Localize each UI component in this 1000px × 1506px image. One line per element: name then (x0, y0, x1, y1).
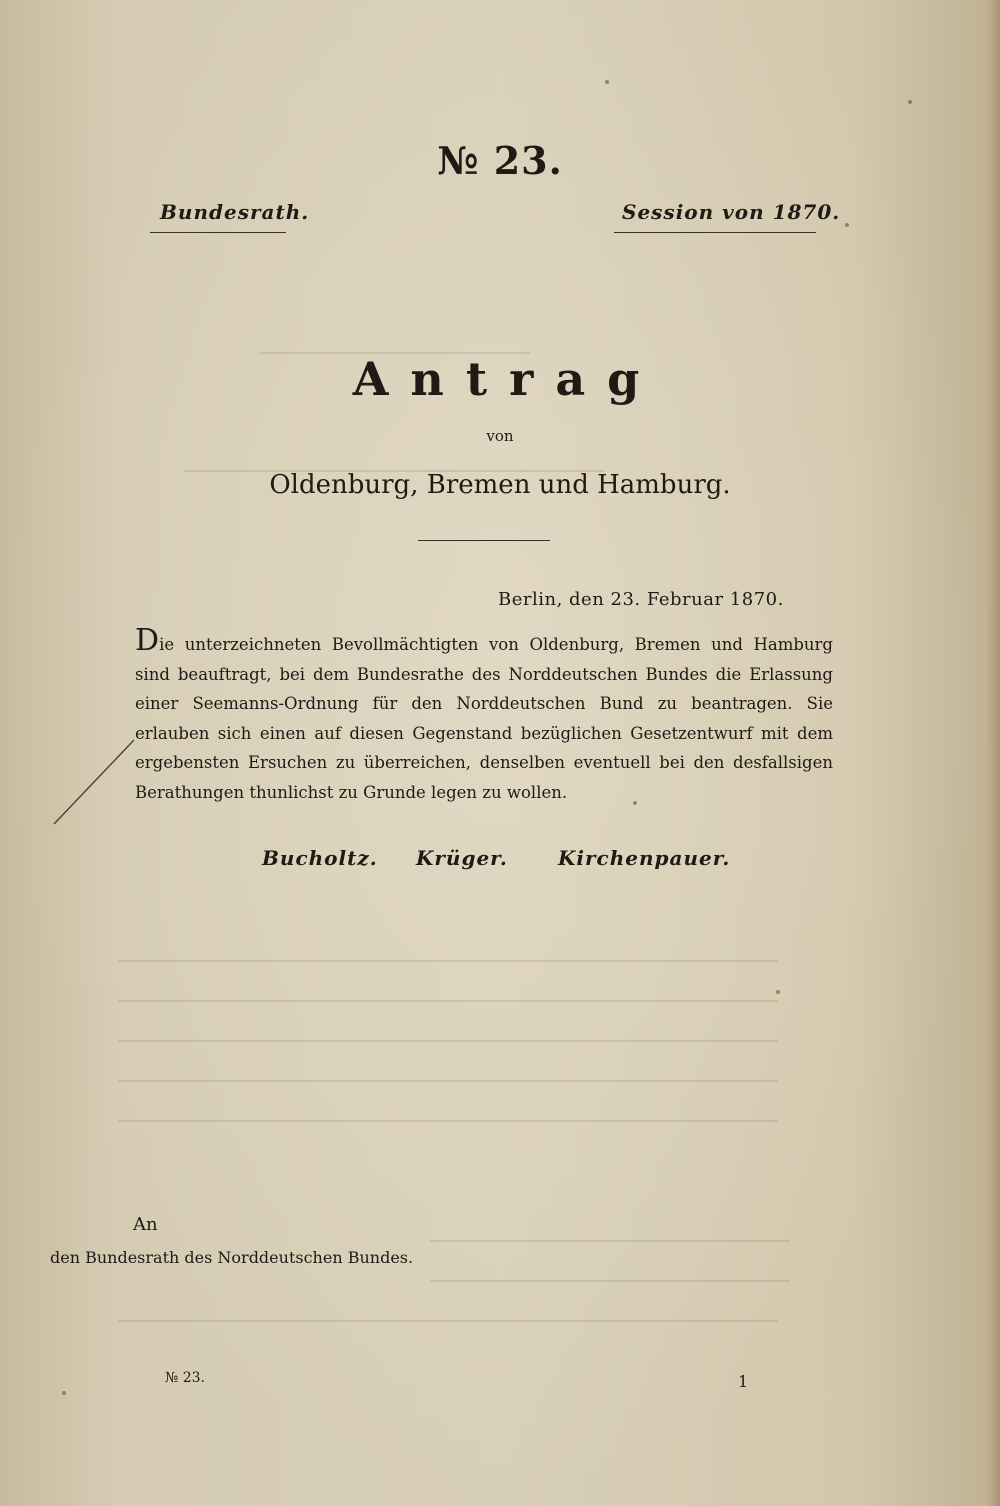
bleed-through-mark (430, 1240, 790, 1242)
subtitle-von: von (486, 427, 514, 445)
document-title: Antrag (352, 352, 662, 406)
title-divider (418, 540, 550, 541)
header-right-underline (614, 232, 816, 233)
bleed-through-mark (118, 960, 778, 962)
bleed-through-mark (118, 1080, 778, 1082)
signature-krueger: Krüger. (416, 846, 508, 870)
header-bundesrath: Bundesrath. (160, 200, 310, 224)
paper-speck (845, 223, 849, 227)
page-edge-shadow (986, 0, 1000, 1506)
address-recipient: den Bundesrath des Norddeutschen Bundes. (50, 1248, 414, 1267)
paper-speck (62, 1391, 66, 1395)
body-dropcap: D (135, 623, 160, 658)
body-text: ie unterzeichneten Bevollmächtigten von Oldenburg, Bremen und Hamburg sind beauftragt, bei dem Bundesrathe des Norddeutschen Bundes die Erlassung einer Seemanns-Ordnung für den Norddeutschen Bund zu beantragen. Sie erlauben sich einen auf diesen Gegenstand bezüglichen Gesetzentwurf mit dem ergebensten Ersuchen zu überreichen, denselben eventuell bei den desfallsigen Berathungen thunlichst zu Grunde legen zu wollen. (135, 635, 833, 802)
address-an: An (133, 1214, 158, 1235)
subtitle-places: Oldenburg, Bremen und Hamburg. (269, 470, 731, 500)
bleed-through-mark (118, 1000, 778, 1002)
header-left-underline (150, 232, 286, 233)
body-paragraph (135, 623, 833, 807)
header-session: Session von 1870. (622, 200, 841, 224)
document-number: № 23. (437, 138, 563, 183)
footer-document-number: № 23. (165, 1370, 205, 1386)
signature-bucholtz: Bucholtz. (262, 846, 378, 870)
page-number: 1 (738, 1372, 749, 1391)
paper-speck (605, 80, 609, 84)
dateline: Berlin, den 23. Februar 1870. (498, 589, 784, 610)
bleed-through-mark (118, 1120, 778, 1122)
bleed-through-mark (118, 1040, 778, 1042)
pencil-slash-mark (52, 738, 142, 828)
bleed-through-mark (118, 1320, 778, 1322)
bleed-through-mark (430, 1280, 790, 1282)
paper-speck (908, 100, 912, 104)
paper-speck (776, 990, 780, 994)
signature-kirchenpauer: Kirchenpauer. (558, 846, 731, 870)
